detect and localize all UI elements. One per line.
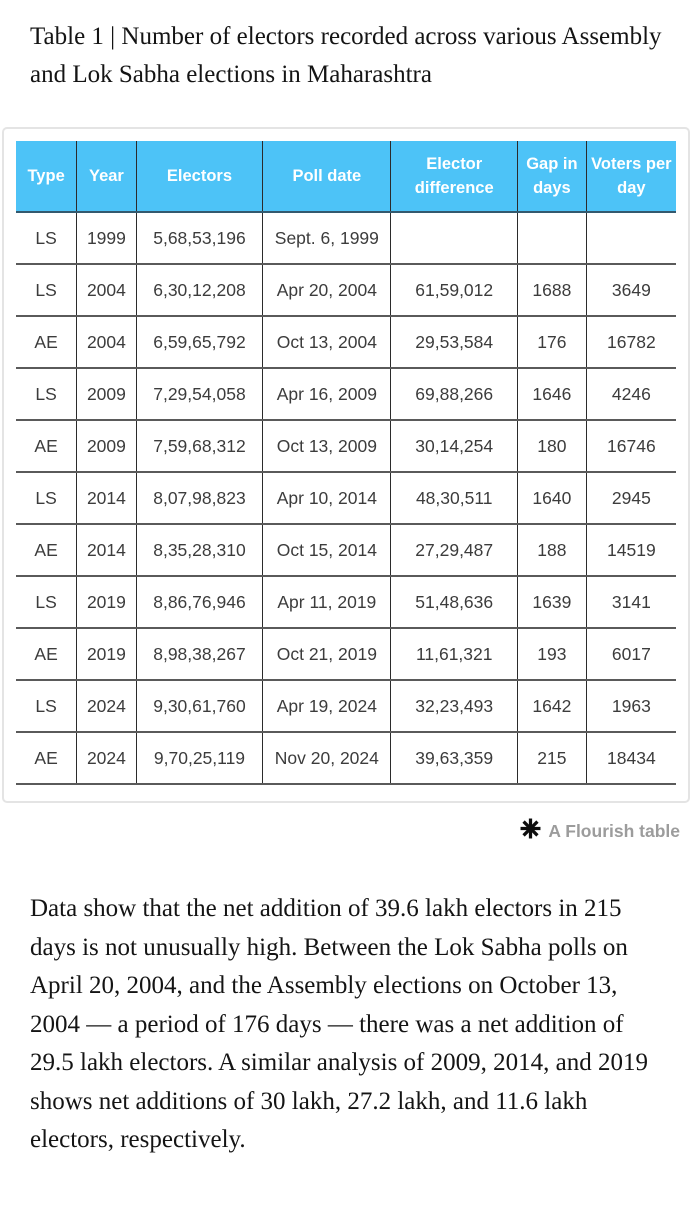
table-cell: 193 bbox=[518, 628, 587, 680]
table-cell: 180 bbox=[518, 420, 587, 472]
table-row bbox=[16, 732, 676, 784]
table-cell: 2009 bbox=[77, 420, 136, 472]
table-cell: Nov 20, 2024 bbox=[263, 732, 391, 784]
table-cell: Apr 19, 2024 bbox=[263, 680, 391, 732]
column-header: Voters per day bbox=[586, 141, 676, 212]
table-cell: 2024 bbox=[77, 732, 136, 784]
table-header bbox=[16, 141, 676, 212]
table-cell: 9,30,61,760 bbox=[136, 680, 263, 732]
table-cell: 32,23,493 bbox=[391, 680, 518, 732]
table-cell: LS bbox=[16, 472, 77, 524]
table-row bbox=[16, 368, 676, 420]
table-cell: 14519 bbox=[586, 524, 676, 576]
table-cell: 2024 bbox=[77, 680, 136, 732]
table-cell: 3649 bbox=[586, 264, 676, 316]
table-cell: 8,35,28,310 bbox=[136, 524, 263, 576]
table-cell: 6,59,65,792 bbox=[136, 316, 263, 368]
table-cell: 4246 bbox=[586, 368, 676, 420]
table-row bbox=[16, 420, 676, 472]
column-header: Poll date bbox=[263, 141, 391, 212]
table-cell: AE bbox=[16, 316, 77, 368]
table-cell: 27,29,487 bbox=[391, 524, 518, 576]
flourish-table-card bbox=[2, 127, 690, 803]
table-cell: 16782 bbox=[586, 316, 676, 368]
table-cell: 2004 bbox=[77, 316, 136, 368]
table-cell: 8,98,38,267 bbox=[136, 628, 263, 680]
table-cell: 39,63,359 bbox=[391, 732, 518, 784]
table-cell: 51,48,636 bbox=[391, 576, 518, 628]
table-row bbox=[16, 472, 676, 524]
table-row bbox=[16, 524, 676, 576]
table-cell: Sept. 6, 1999 bbox=[263, 212, 391, 264]
table-cell: 7,29,54,058 bbox=[136, 368, 263, 420]
table-cell: AE bbox=[16, 524, 77, 576]
table-cell: Apr 20, 2004 bbox=[263, 264, 391, 316]
table-cell: 11,61,321 bbox=[391, 628, 518, 680]
table-cell: Apr 10, 2014 bbox=[263, 472, 391, 524]
table-cell: 5,68,53,196 bbox=[136, 212, 263, 264]
column-header: Gap in days bbox=[518, 141, 587, 212]
flourish-attribution-link[interactable] bbox=[0, 818, 680, 844]
table-row bbox=[16, 212, 676, 264]
table-cell: 30,14,254 bbox=[391, 420, 518, 472]
table-cell: Oct 13, 2009 bbox=[263, 420, 391, 472]
table-cell: 16746 bbox=[586, 420, 676, 472]
table-cell: Apr 16, 2009 bbox=[263, 368, 391, 420]
table-cell: 6017 bbox=[586, 628, 676, 680]
table-cell: 1642 bbox=[518, 680, 587, 732]
table-cell: 61,59,012 bbox=[391, 264, 518, 316]
table-cell: AE bbox=[16, 420, 77, 472]
table-cell bbox=[518, 212, 587, 264]
table-cell: 176 bbox=[518, 316, 587, 368]
table-cell bbox=[391, 212, 518, 264]
table-cell: 1999 bbox=[77, 212, 136, 264]
table-cell: 1639 bbox=[518, 576, 587, 628]
table-cell: LS bbox=[16, 212, 77, 264]
table-cell: Oct 21, 2019 bbox=[263, 628, 391, 680]
table-row bbox=[16, 576, 676, 628]
table-cell: LS bbox=[16, 576, 77, 628]
table-cell bbox=[586, 212, 676, 264]
table-cell: LS bbox=[16, 368, 77, 420]
table-row bbox=[16, 264, 676, 316]
table-cell: 2009 bbox=[77, 368, 136, 420]
table-cell: 2004 bbox=[77, 264, 136, 316]
table-cell: 1640 bbox=[518, 472, 587, 524]
table-cell: 6,30,12,208 bbox=[136, 264, 263, 316]
table-cell: 2019 bbox=[77, 628, 136, 680]
column-header: Electors bbox=[136, 141, 263, 212]
column-header: Year bbox=[77, 141, 136, 212]
table-cell: 9,70,25,119 bbox=[136, 732, 263, 784]
table-cell: 29,53,584 bbox=[391, 316, 518, 368]
table-cell: 2019 bbox=[77, 576, 136, 628]
table-cell: AE bbox=[16, 628, 77, 680]
column-header: Elector difference bbox=[391, 141, 518, 212]
table-body bbox=[16, 212, 676, 784]
table-cell: Oct 13, 2004 bbox=[263, 316, 391, 368]
body-paragraph: Data show that the net addition of 39.6 lakh electors in 215 days is not unusually high. Between the Lok Sabha polls on April 20, 2004, and the Assembly elections on October 13, 2004 — a period of 176 days — there was a net addition of 29.5 lakh electors. A similar analysis of 2009, 2014, and 2019 shows net additions of 30 lakh, 27.2 lakh, and 11.6 lakh electors, respectively. bbox=[30, 895, 648, 1153]
table-cell: 215 bbox=[518, 732, 587, 784]
table-cell: 1646 bbox=[518, 368, 587, 420]
table-cell: 8,07,98,823 bbox=[136, 472, 263, 524]
table-cell: 1963 bbox=[586, 680, 676, 732]
table-cell: 1688 bbox=[518, 264, 587, 316]
table-row bbox=[16, 628, 676, 680]
attribution-label: A Flourish table bbox=[548, 820, 680, 841]
table-cell: 2014 bbox=[77, 472, 136, 524]
page-title: Table 1 | Number of electors recorded across various Assembly and Lok Sabha elections in Maharashtra bbox=[30, 23, 662, 88]
table-cell: 3141 bbox=[586, 576, 676, 628]
table-row bbox=[16, 680, 676, 732]
table-cell: 188 bbox=[518, 524, 587, 576]
table-cell: Apr 11, 2019 bbox=[263, 576, 391, 628]
table-cell: 2945 bbox=[586, 472, 676, 524]
column-header: Type bbox=[16, 141, 77, 212]
table-cell: 18434 bbox=[586, 732, 676, 784]
table-cell: LS bbox=[16, 680, 77, 732]
flourish-asterisk-icon bbox=[520, 818, 541, 844]
table-cell: 8,86,76,946 bbox=[136, 576, 263, 628]
electors-table bbox=[16, 141, 676, 785]
table-cell: Oct 15, 2014 bbox=[263, 524, 391, 576]
table-cell: AE bbox=[16, 732, 77, 784]
table-row bbox=[16, 316, 676, 368]
header-row bbox=[16, 141, 676, 212]
table-cell: 2014 bbox=[77, 524, 136, 576]
table-cell: LS bbox=[16, 264, 77, 316]
table-cell: 69,88,266 bbox=[391, 368, 518, 420]
table-cell: 7,59,68,312 bbox=[136, 420, 263, 472]
table-cell: 48,30,511 bbox=[391, 472, 518, 524]
